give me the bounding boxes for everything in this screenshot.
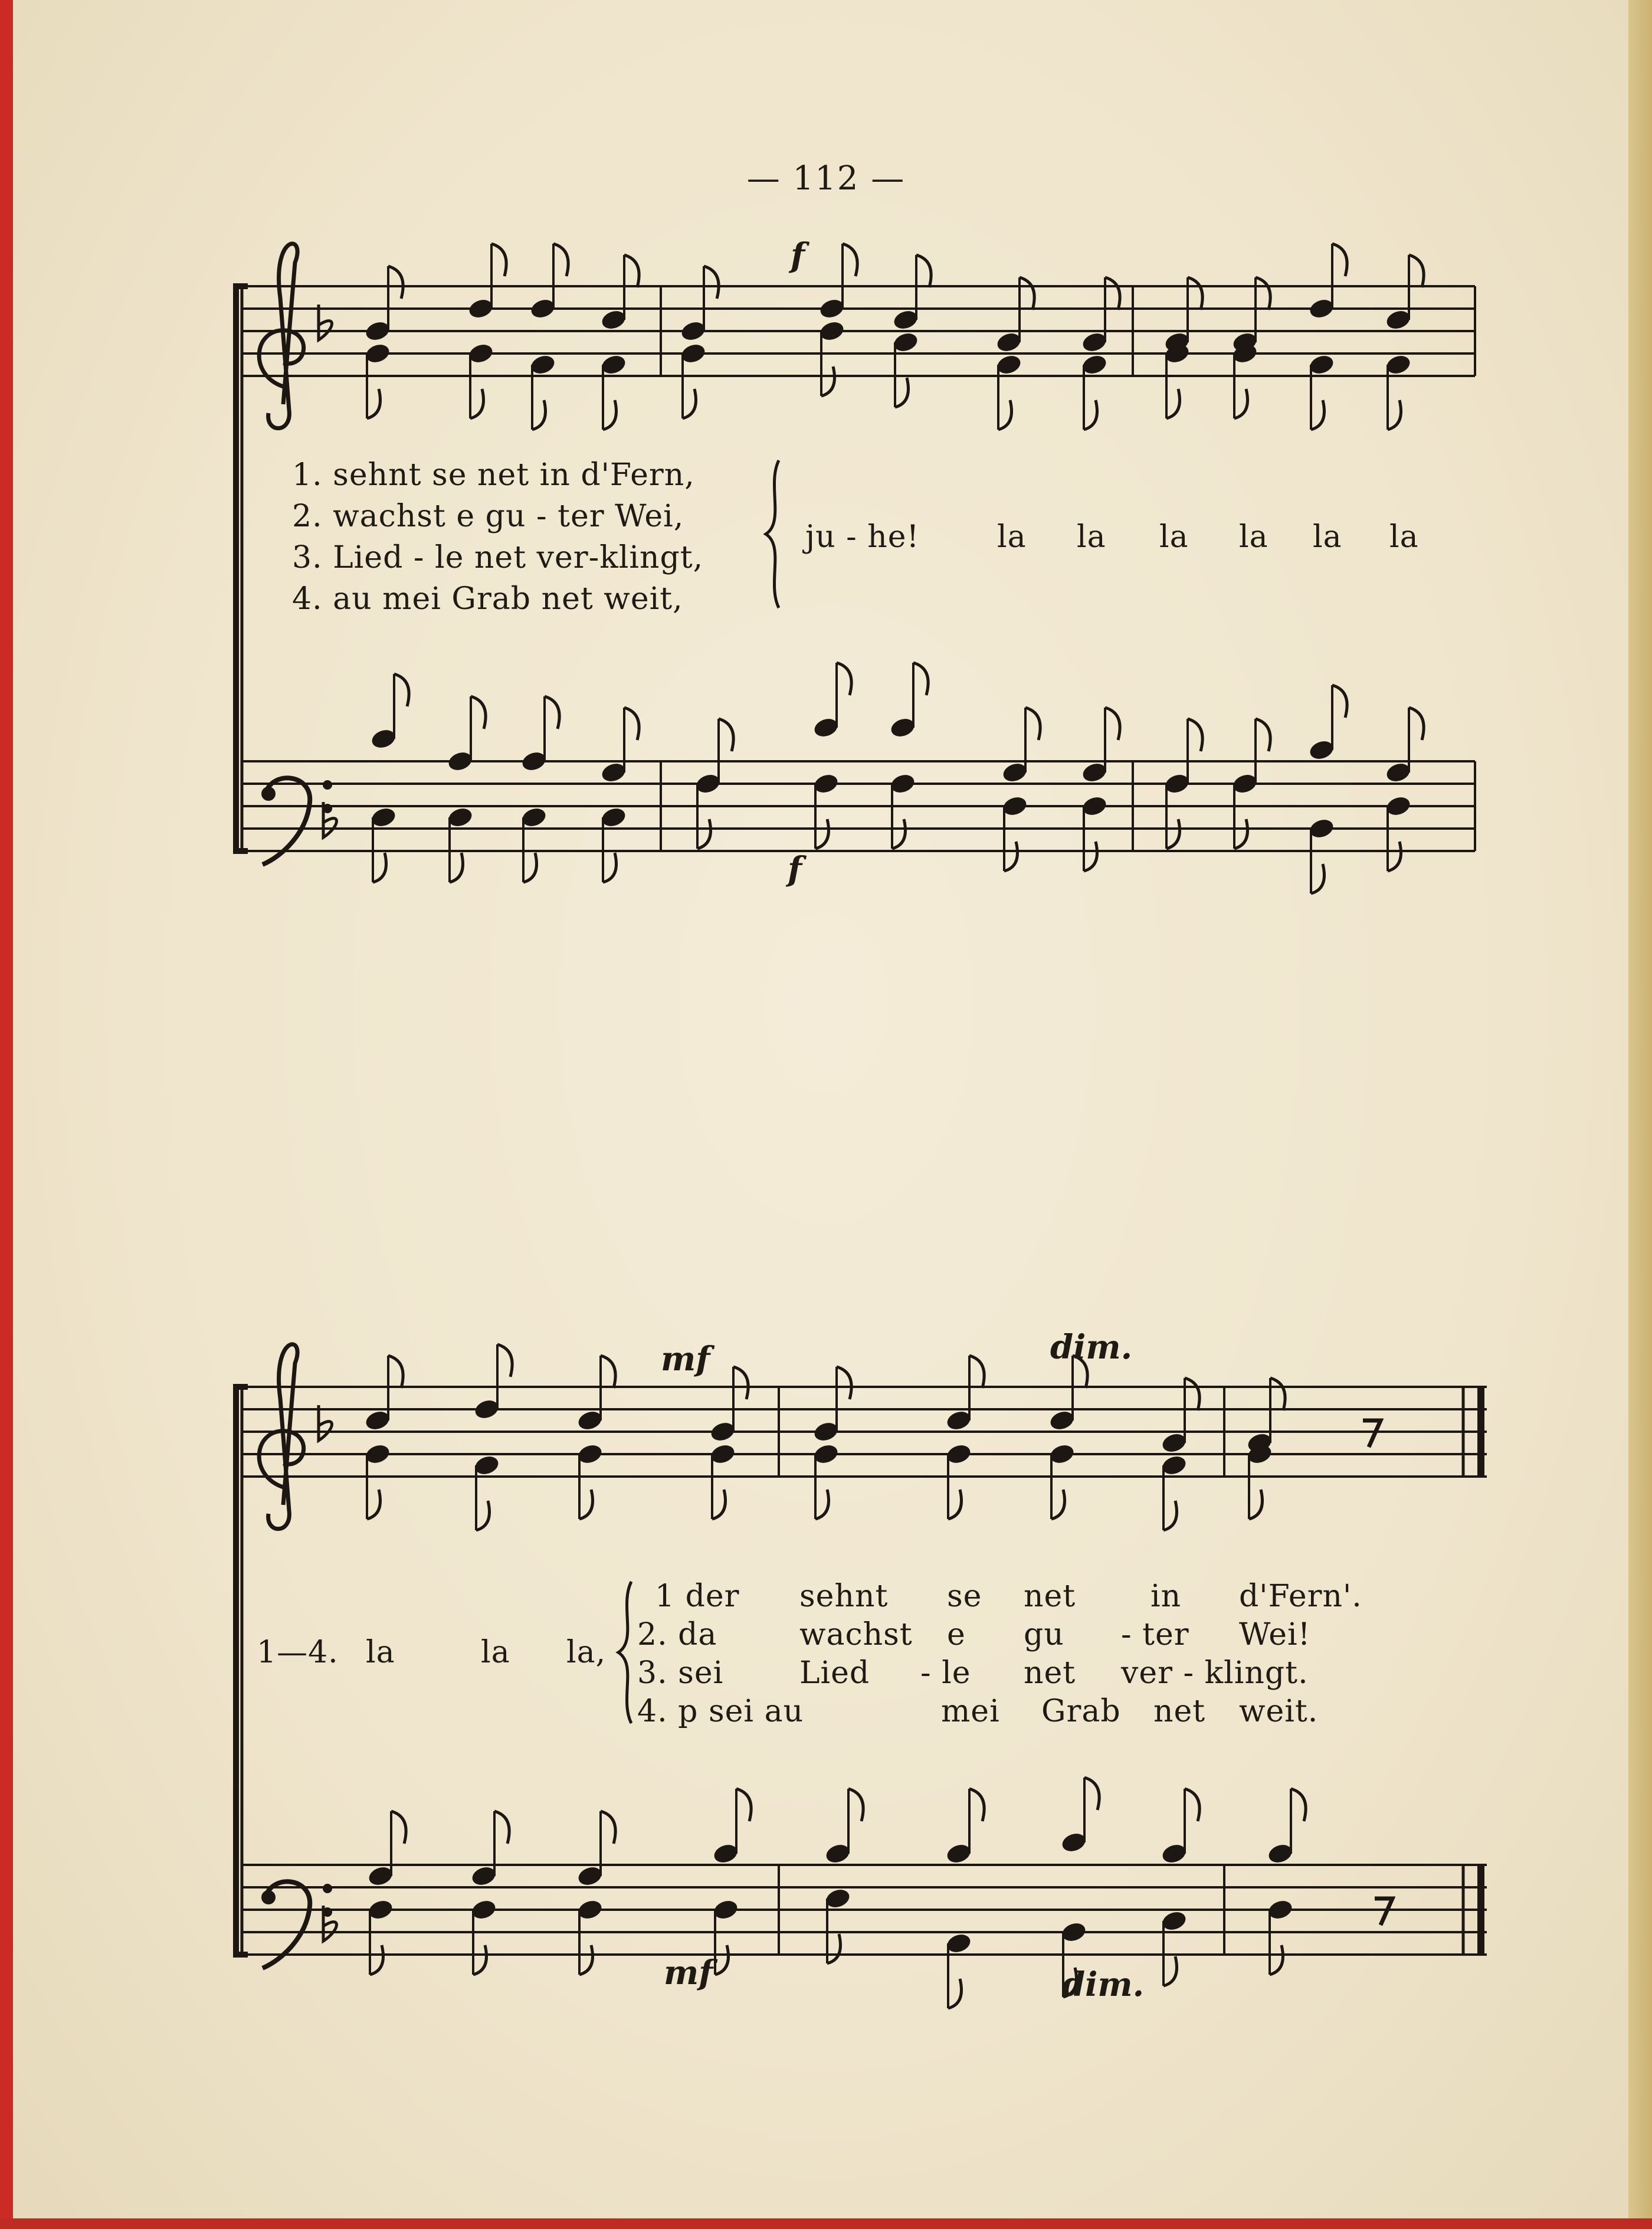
note-flag: [1311, 864, 1325, 893]
lead-la: la: [366, 1635, 395, 1670]
note-flag: [704, 266, 719, 299]
refrain-la: la: [1239, 519, 1268, 555]
dynamic-forte-treble: f: [791, 236, 805, 275]
note-flag: [821, 366, 835, 396]
note-flag: [497, 1344, 512, 1377]
note-flag: [624, 708, 639, 740]
note-flag: [476, 1501, 490, 1530]
verse-3-line: 3. Lied - le net ver-klingt,: [292, 540, 704, 575]
note-flag: [815, 819, 829, 849]
verse-3-word: net: [1024, 1655, 1076, 1691]
note-flag: [913, 663, 928, 695]
note-flag: [603, 400, 617, 430]
note-flag: [1163, 1956, 1177, 1986]
note-flag: [388, 266, 403, 299]
note-flag: [1105, 277, 1120, 310]
note-flag: [712, 1490, 726, 1519]
note-flag: [1185, 1789, 1199, 1821]
note-flag: [601, 1811, 615, 1844]
verse-1-word: in: [1150, 1579, 1182, 1614]
note-flag: [367, 389, 381, 418]
note-flag: [1409, 255, 1424, 287]
verse-3-word: Lied: [799, 1655, 870, 1691]
note-flag: [494, 1811, 509, 1844]
note-flag: [815, 1490, 829, 1519]
verse-2-line: 2. wachst e gu - ter Wei,: [292, 499, 684, 534]
note-flag: [715, 1945, 729, 1975]
note-flag: [736, 1789, 751, 1821]
note-flag: [391, 1811, 406, 1844]
note-flag: [1185, 1378, 1199, 1410]
note-flag: [837, 663, 851, 695]
refrain-la: la: [997, 519, 1027, 555]
verse-2-word: 2. da: [637, 1617, 717, 1652]
page-number: — 112 —: [746, 159, 906, 198]
verse-4-word: net: [1153, 1694, 1206, 1729]
verse-4-word: Grab: [1041, 1694, 1121, 1729]
note-flag: [1332, 685, 1347, 718]
verse-1-word: sehnt: [799, 1579, 889, 1614]
note-flag: [948, 1979, 962, 2008]
note-flag: [1409, 708, 1424, 740]
verse-2-word: gu: [1024, 1617, 1064, 1652]
dynamic-mezzoforte-treble: mf: [661, 1340, 710, 1379]
note-flag: [895, 378, 909, 407]
verse-2-word: - ter: [1121, 1617, 1189, 1652]
note-flag: [491, 244, 506, 276]
note-flag: [916, 255, 931, 287]
treble-clef: [259, 244, 303, 428]
dynamic-forte-bass: f: [788, 850, 802, 889]
verse-1-word: se: [947, 1579, 982, 1614]
note-flag: [1004, 842, 1018, 871]
note-flag: [1311, 400, 1325, 430]
note-flag: [1270, 1945, 1283, 1975]
lead-la: la,: [566, 1635, 607, 1670]
dynamic-dim-treble: dim.: [1050, 1328, 1133, 1367]
verse-4-word: mei: [941, 1694, 1000, 1729]
note-flag: [1084, 400, 1097, 430]
bass-clef-dot: [261, 787, 276, 801]
note-flag: [1270, 1378, 1285, 1410]
note-flag: [388, 1356, 403, 1388]
note-flag: [1020, 277, 1034, 310]
note-flag: [470, 389, 484, 418]
note-flag: [697, 819, 711, 849]
note-flag: [532, 400, 546, 430]
verse-brace: [766, 460, 779, 608]
verse-3-word: - le: [920, 1655, 971, 1691]
note-flag: [1332, 244, 1347, 276]
bass-clef-dot: [323, 1884, 332, 1893]
note-flag: [603, 853, 617, 882]
note-flag: [1188, 277, 1202, 310]
note-flag: [892, 819, 906, 849]
note-flag: [969, 1356, 984, 1388]
verse-1-line: 1. sehnt se net in d'Fern,: [292, 457, 695, 493]
verse-3-word: ver - klingt.: [1121, 1655, 1309, 1691]
note-flag: [1249, 1490, 1263, 1519]
note-flag: [1388, 842, 1401, 871]
verse-brace: [618, 1582, 631, 1723]
note-flag: [948, 1490, 962, 1519]
note-flag: [473, 1945, 487, 1975]
note-flag: [1166, 389, 1180, 418]
note-flag: [1291, 1789, 1306, 1821]
note-flag: [553, 244, 568, 276]
note-flag: [579, 1490, 593, 1519]
note-flag: [624, 255, 639, 287]
verse-4-word: 4. p sei au: [637, 1694, 804, 1729]
verse-2-word: Wei!: [1239, 1617, 1311, 1652]
note-flag: [1051, 1490, 1065, 1519]
note-flag: [837, 1367, 851, 1399]
refrain-la: la: [1389, 519, 1419, 555]
note-flag: [1084, 842, 1097, 871]
note-flag: [370, 1945, 384, 1975]
eighth-rest: [1375, 1899, 1392, 1925]
verse-4-word: weit.: [1239, 1694, 1319, 1729]
verse-1-word: 1 der: [655, 1579, 740, 1614]
note-flag: [719, 719, 733, 751]
note-flag: [545, 696, 559, 729]
verse-2-word: e: [947, 1617, 966, 1652]
verse-2-word: wachst: [799, 1617, 913, 1652]
note-flag: [827, 1934, 841, 1963]
note-flag: [1163, 1501, 1177, 1530]
note-flag: [1388, 400, 1401, 430]
note-flag: [471, 696, 486, 729]
refrain-juhe: ju - he!: [805, 519, 920, 555]
note-flag: [1166, 819, 1180, 849]
note-flag: [683, 389, 696, 418]
note-flag: [1234, 389, 1248, 418]
refrain-la: la: [1159, 519, 1189, 555]
verse-3-word: 3. sei: [637, 1655, 724, 1691]
note-flag: [969, 1789, 984, 1821]
note-flag: [1188, 719, 1202, 751]
note-flag: [373, 853, 386, 882]
note-flag: [843, 244, 857, 276]
note-flag: [1084, 1778, 1099, 1810]
bass-clef-dot: [323, 780, 332, 790]
note-flag: [1256, 277, 1270, 310]
note-flag: [367, 1490, 381, 1519]
note-flag: [579, 1945, 593, 1975]
note-flag: [1105, 708, 1120, 740]
lead-la: la: [481, 1635, 510, 1670]
dynamic-dim-bass: dim.: [1062, 1965, 1145, 2004]
note-flag: [1256, 719, 1270, 751]
note-flag: [523, 853, 537, 882]
refrain-la: la: [1077, 519, 1106, 555]
note-flag: [733, 1367, 748, 1399]
lead-verse-number: 1—4.: [257, 1635, 339, 1670]
verse-4-line: 4. au mei Grab net weit,: [292, 581, 683, 617]
bass-clef-dot: [261, 1890, 276, 1904]
treble-clef: [259, 1344, 303, 1529]
note-flag: [848, 1789, 863, 1821]
note-flag: [998, 400, 1012, 430]
note-flag: [601, 1356, 615, 1388]
dynamic-mezzoforte-bass: mf: [664, 1953, 713, 1992]
refrain-la: la: [1313, 519, 1342, 555]
note-flag: [450, 853, 463, 882]
verse-1-word: d'Fern'.: [1239, 1579, 1362, 1614]
note-flag: [1025, 708, 1040, 740]
verse-1-word: net: [1024, 1579, 1076, 1614]
note-flag: [394, 674, 409, 706]
note-flag: [1234, 819, 1248, 849]
eighth-rest: [1363, 1420, 1381, 1447]
